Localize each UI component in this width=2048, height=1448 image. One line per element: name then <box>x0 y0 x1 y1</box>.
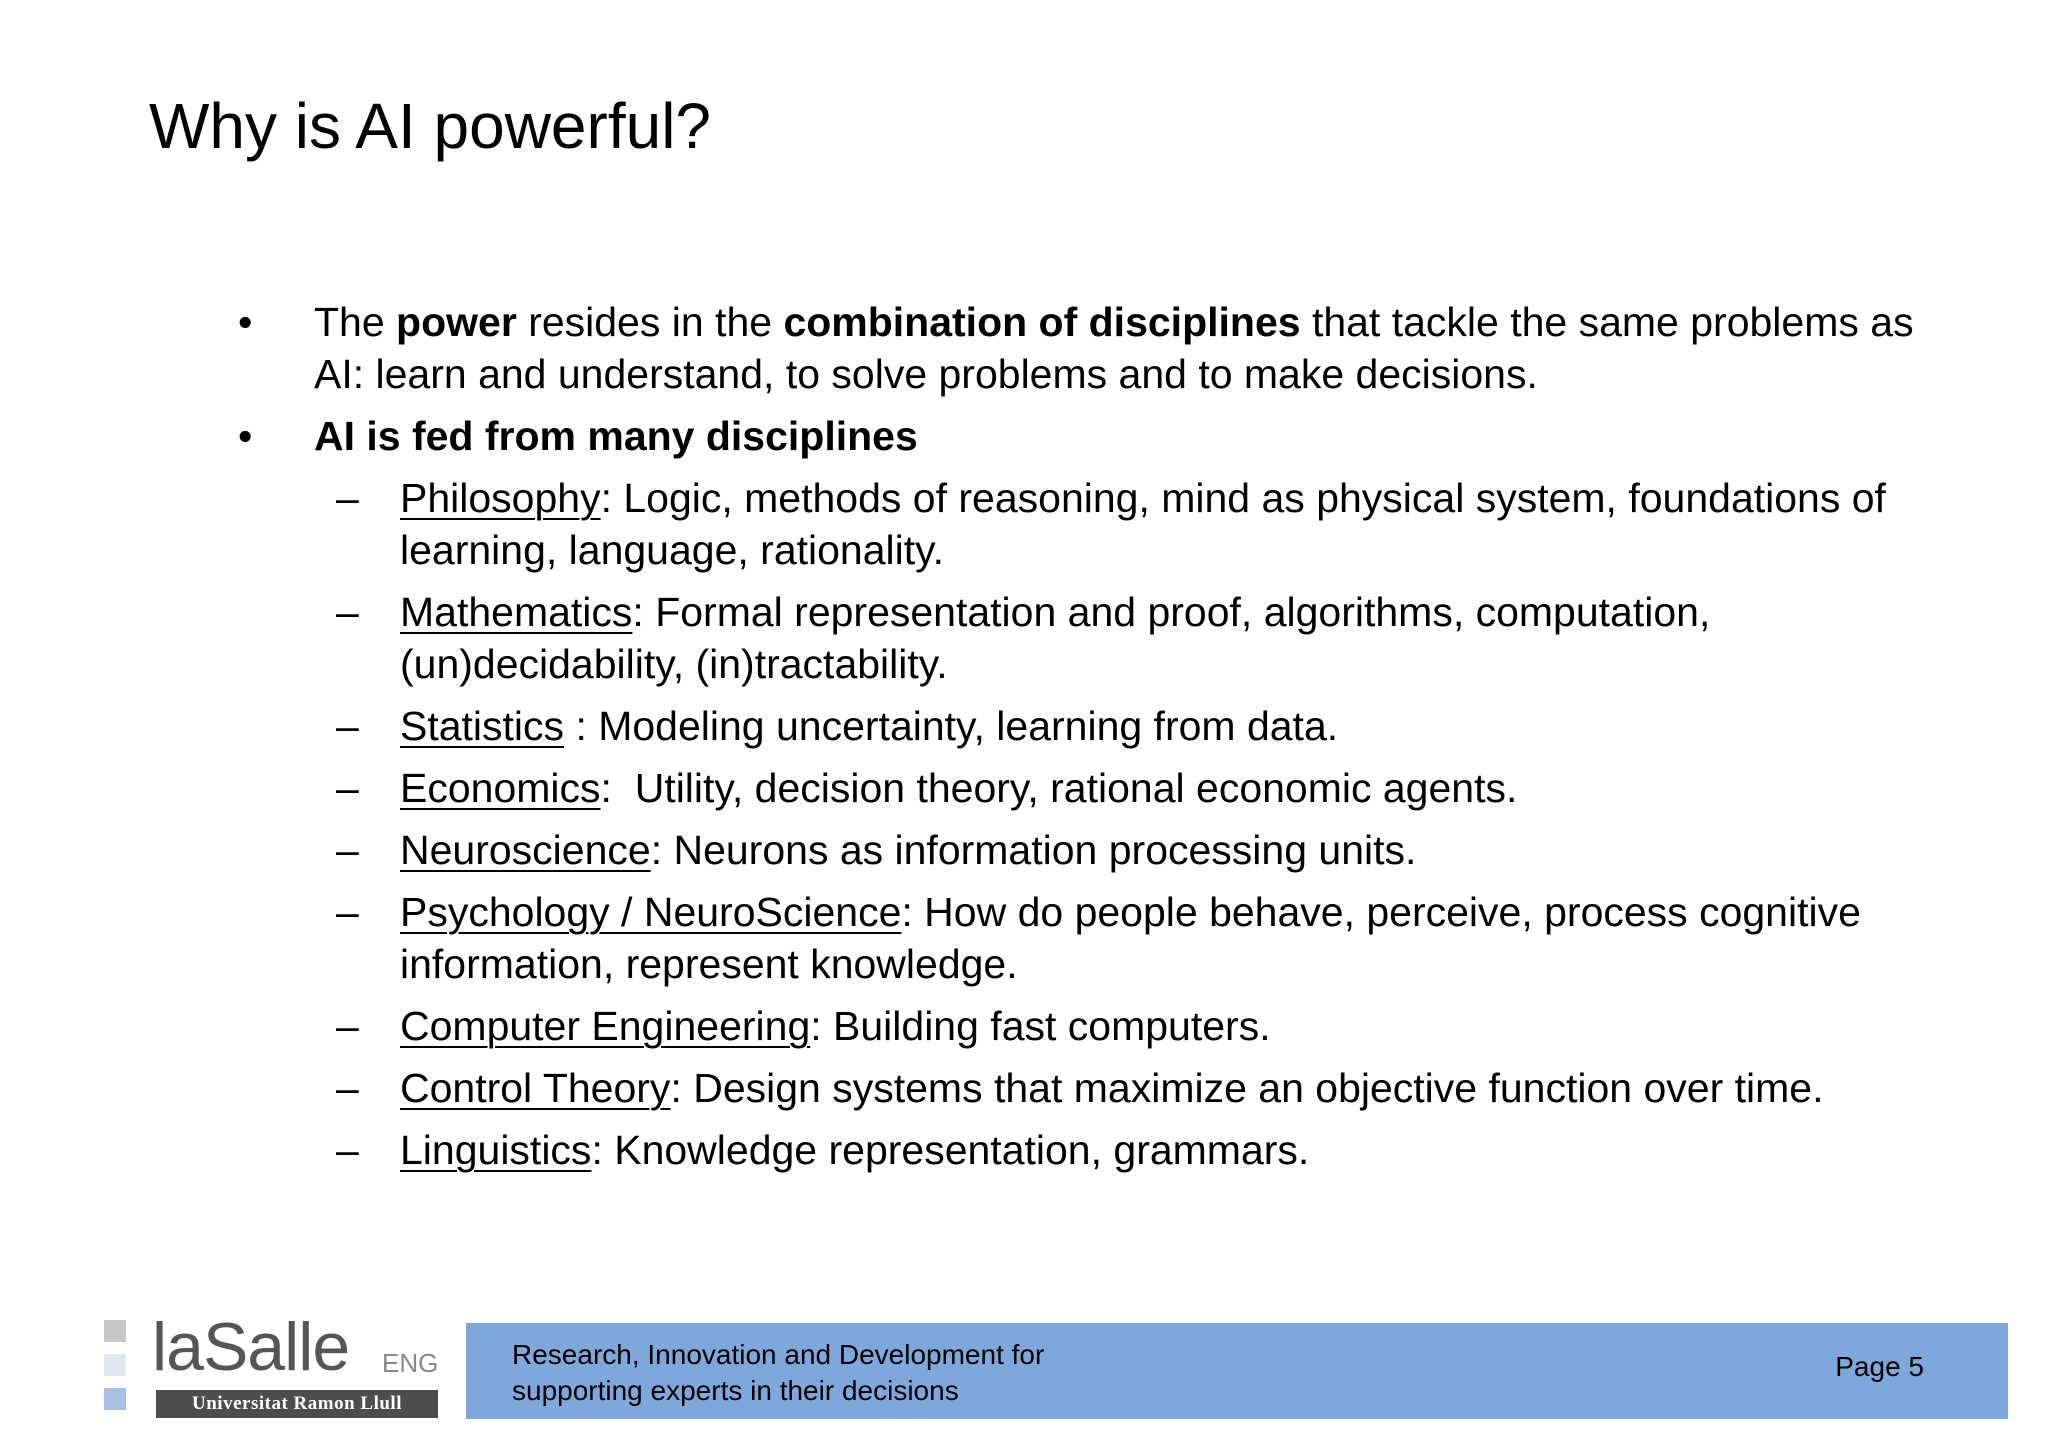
logo-la: la <box>152 1309 203 1385</box>
bullet-fed <box>0 410 1914 462</box>
logo-wordmark <box>152 1308 349 1386</box>
discipline-term: Psychology / NeuroScience <box>400 889 902 935</box>
discipline-desc: : Modeling uncertainty, learning from data. <box>564 703 1339 749</box>
text-run: resides in the <box>516 299 784 345</box>
tagline-line: Research, Innovation and Development for <box>512 1339 1045 1370</box>
page-number: Page 5 <box>1835 1351 1924 1382</box>
discipline-term: Control Theory <box>400 1065 671 1111</box>
discipline-computer-engineering <box>0 1000 1960 1052</box>
discipline-term: Neuroscience <box>400 827 651 873</box>
logo-square-blue <box>104 1388 126 1410</box>
slide-content <box>0 296 2048 1186</box>
text-run: that tackle the same problems as AI: learn and understand, to solve problems and to make decisions. <box>314 299 1914 397</box>
discipline-desc: : Design systems that maximize an objective function over time. <box>670 1065 1824 1111</box>
dash-marker: – <box>336 475 359 521</box>
logo-salle: Salle <box>202 1309 350 1385</box>
footer-tagline <box>512 1337 1044 1409</box>
bullet-marker: • <box>238 299 253 345</box>
text-run: The <box>314 299 397 345</box>
discipline-desc: : Utility, decision theory, rational economic agents. <box>600 765 1518 811</box>
dash-marker: – <box>336 703 359 749</box>
discipline-desc: : Neurons as information processing units. <box>650 827 1417 873</box>
discipline-term: Linguistics <box>400 1127 592 1173</box>
dash-marker: – <box>336 889 359 935</box>
discipline-control-theory <box>0 1062 1960 1114</box>
logo-university: Universitat Ramon Llull <box>156 1390 438 1418</box>
dash-marker: – <box>336 827 359 873</box>
discipline-linguistics <box>0 1124 1960 1176</box>
bullet-marker: • <box>238 413 253 459</box>
lasalle-logo <box>104 1309 440 1418</box>
discipline-desc: : Building fast computers. <box>810 1003 1271 1049</box>
discipline-term: Computer Engineering <box>400 1003 811 1049</box>
discipline-term: Economics <box>400 765 601 811</box>
discipline-psychology <box>0 886 1960 990</box>
discipline-economics <box>0 762 1960 814</box>
discipline-desc: : Knowledge representation, grammars. <box>591 1127 1310 1173</box>
discipline-mathematics <box>0 586 1960 690</box>
discipline-desc: : Logic, methods of reasoning, mind as physical system, foundations of learning, language, rationality. <box>400 475 1886 573</box>
discipline-neuroscience <box>0 824 1960 876</box>
discipline-desc: : Formal representation and proof, algorithms, computation, (un)decidability, (in)tractability. <box>400 589 1711 687</box>
bullet-power <box>0 296 1914 400</box>
dash-marker: – <box>336 1003 359 1049</box>
discipline-term: Philosophy <box>400 475 601 521</box>
logo-square-lightblue <box>104 1354 126 1376</box>
discipline-statistics <box>0 700 1960 752</box>
bullet-text: AI is fed from many disciplines <box>314 413 918 459</box>
discipline-term: Statistics <box>400 703 565 749</box>
tagline-line: supporting experts in their decisions <box>512 1375 959 1406</box>
discipline-term: Mathematics <box>400 589 633 635</box>
text-bold-combination: combination of disciplines <box>783 299 1301 345</box>
bullet-text <box>314 299 1914 397</box>
dash-marker: – <box>336 589 359 635</box>
dash-marker: – <box>336 765 359 811</box>
dash-marker: – <box>336 1127 359 1173</box>
slide-title: Why is AI powerful? <box>149 90 711 162</box>
discipline-philosophy <box>0 472 1960 576</box>
text-bold-power: power <box>396 299 517 345</box>
logo-eng: ENG <box>382 1348 439 1378</box>
discipline-desc: : How do people behave, perceive, process cognitive information, represent knowledge. <box>400 889 1861 987</box>
logo-square-gray <box>104 1320 126 1342</box>
dash-marker: – <box>336 1065 359 1111</box>
footer-band <box>466 1323 2008 1419</box>
